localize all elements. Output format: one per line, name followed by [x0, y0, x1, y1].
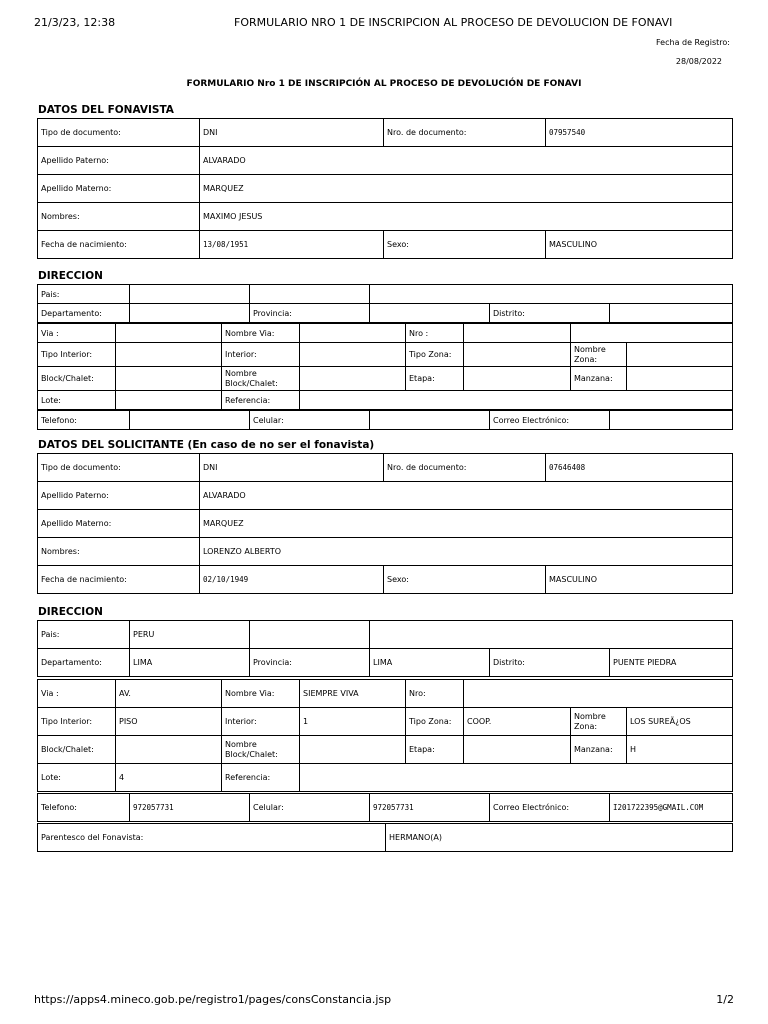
- tipo-zona-label: Tipo Zona:: [406, 343, 464, 367]
- table-row: [38, 510, 733, 538]
- table-row: [38, 538, 733, 566]
- solicitante-table: [37, 453, 733, 594]
- apellido-materno-value: MARQUEZ: [200, 510, 733, 538]
- tipo-interior-value: PISO: [116, 708, 222, 736]
- table-row: [38, 119, 733, 147]
- section-fonavista: DATOS DEL FONAVISTA: [38, 104, 174, 116]
- interior-label: Interior:: [222, 708, 300, 736]
- departamento-label: Departamento:: [38, 304, 130, 323]
- table-row: [38, 764, 733, 792]
- table-row: [38, 649, 733, 677]
- fecha-nac-value: 13/08/1951: [200, 231, 384, 259]
- fecha-nac-label: Fecha de nacimiento:: [38, 231, 200, 259]
- via-label: Via :: [38, 680, 116, 708]
- tipo-doc-label: Tipo de documento:: [38, 454, 200, 482]
- nro-value: [464, 324, 571, 343]
- block-chalet-label: Block/Chalet:: [38, 736, 116, 764]
- lote-label: Lote:: [38, 391, 116, 410]
- apellido-paterno-label: Apellido Paterno:: [38, 482, 200, 510]
- etapa-value: [464, 367, 571, 391]
- table-row: [38, 411, 733, 430]
- nombre-via-value: [300, 324, 406, 343]
- nombres-label: Nombres:: [38, 538, 200, 566]
- interior-value: 1: [300, 708, 406, 736]
- nro-doc-value: 07957540: [546, 119, 733, 147]
- print-url: https://apps4.mineco.gob.pe/registro1/pages/consConstancia.jsp: [34, 993, 392, 1006]
- print-header: [34, 16, 738, 32]
- direccion-solicitante-street-table: [37, 679, 733, 792]
- empty-cell: [571, 324, 733, 343]
- manzana-label: Manzana:: [571, 367, 627, 391]
- registration-date-value: 28/08/2022: [675, 57, 722, 66]
- direccion-fonavista-location-table: [37, 284, 733, 323]
- table-row: [38, 824, 733, 852]
- etapa-value: [464, 736, 571, 764]
- nombre-via-value: SIEMPRE VIVA: [300, 680, 406, 708]
- empty-cell: [370, 285, 733, 304]
- referencia-label: Referencia:: [222, 764, 300, 792]
- section-solicitante: DATOS DEL SOLICITANTE (En caso de no ser el fonavista): [38, 439, 375, 451]
- empty-cell: [370, 621, 733, 649]
- direccion-solicitante-contact-table: [37, 793, 733, 822]
- nombre-zona-label: Nombre Zona:: [571, 708, 627, 736]
- tipo-doc-value: DNI: [200, 454, 384, 482]
- telefono-label: Telefono:: [38, 794, 130, 822]
- nombre-block-value: [300, 367, 406, 391]
- section-direccion-solicitante: DIRECCION: [38, 606, 103, 618]
- nro-label: Nro:: [406, 680, 464, 708]
- tipo-interior-label: Tipo Interior:: [38, 343, 116, 367]
- distrito-label: Distrito:: [490, 649, 610, 677]
- distrito-label: Distrito:: [490, 304, 610, 323]
- apellido-materno-value: MARQUEZ: [200, 175, 733, 203]
- table-row: [38, 175, 733, 203]
- table-row: [38, 680, 733, 708]
- celular-label: Celular:: [250, 411, 370, 430]
- tipo-zona-value: [464, 343, 571, 367]
- celular-label: Celular:: [250, 794, 370, 822]
- referencia-value: [300, 391, 733, 410]
- table-row: [38, 285, 733, 304]
- celular-value: 972057731: [370, 794, 490, 822]
- nombres-label: Nombres:: [38, 203, 200, 231]
- nombre-zona-value: [627, 343, 733, 367]
- pais-value: PERU: [130, 621, 250, 649]
- apellido-materno-label: Apellido Materno:: [38, 510, 200, 538]
- apellido-paterno-value: ALVARADO: [200, 482, 733, 510]
- tipo-zona-label: Tipo Zona:: [406, 708, 464, 736]
- referencia-label: Referencia:: [222, 391, 300, 410]
- tipo-zona-value: COOP.: [464, 708, 571, 736]
- table-row: [38, 708, 733, 736]
- table-row: [38, 343, 733, 367]
- empty-cell: [250, 621, 370, 649]
- table-row: [38, 147, 733, 175]
- table-row: [38, 454, 733, 482]
- interior-label: Interior:: [222, 343, 300, 367]
- provincia-label: Provincia:: [250, 304, 370, 323]
- tipo-doc-value: DNI: [200, 119, 384, 147]
- correo-value: [610, 411, 733, 430]
- table-row: [38, 566, 733, 594]
- table-row: [38, 794, 733, 822]
- block-chalet-value: [116, 367, 222, 391]
- manzana-value: [627, 367, 733, 391]
- parentesco-label: Parentesco del Fonavista:: [38, 824, 386, 852]
- tipo-doc-label: Tipo de documento:: [38, 119, 200, 147]
- correo-value: I201722395@GMAIL.COM: [610, 794, 733, 822]
- telefono-label: Telefono:: [38, 411, 130, 430]
- section-direccion-fonavista: DIRECCION: [38, 270, 103, 282]
- distrito-value: [610, 304, 733, 323]
- manzana-label: Manzana:: [571, 736, 627, 764]
- departamento-value: [130, 304, 250, 323]
- correo-label: Correo Electrónico:: [490, 794, 610, 822]
- nombre-via-label: Nombre Via:: [222, 324, 300, 343]
- apellido-paterno-label: Apellido Paterno:: [38, 147, 200, 175]
- table-row: [38, 367, 733, 391]
- nombre-block-label: Nombre Block/Chalet:: [222, 367, 300, 391]
- nro-label: Nro :: [406, 324, 464, 343]
- lote-value: 4: [116, 764, 222, 792]
- table-row: [38, 203, 733, 231]
- correo-label: Correo Electrónico:: [490, 411, 610, 430]
- provincia-value: [370, 304, 490, 323]
- direccion-fonavista-contact-table: [37, 410, 733, 430]
- form-title: FORMULARIO Nro 1 DE INSCRIPCIÓN AL PROCESO DE DEVOLUCIÓN DE FONAVI: [186, 79, 582, 89]
- tipo-interior-value: [116, 343, 222, 367]
- nro-doc-label: Nro. de documento:: [384, 119, 546, 147]
- page-number: 1/2: [716, 993, 734, 1006]
- provincia-label: Provincia:: [250, 649, 370, 677]
- tipo-interior-label: Tipo Interior:: [38, 708, 116, 736]
- pais-value: [130, 285, 250, 304]
- apellido-paterno-value: ALVARADO: [200, 147, 733, 175]
- table-row: [38, 231, 733, 259]
- via-value: [116, 324, 222, 343]
- parentesco-table: [37, 823, 733, 852]
- via-label: Via :: [38, 324, 116, 343]
- empty-cell: [250, 285, 370, 304]
- pais-label: Pais:: [38, 285, 130, 304]
- nro-doc-value: 07646408: [546, 454, 733, 482]
- block-chalet-label: Block/Chalet:: [38, 367, 116, 391]
- etapa-label: Etapa:: [406, 736, 464, 764]
- celular-value: [370, 411, 490, 430]
- table-row: [38, 324, 733, 343]
- nombres-value: LORENZO ALBERTO: [200, 538, 733, 566]
- departamento-value: LIMA: [130, 649, 250, 677]
- sexo-label: Sexo:: [384, 566, 546, 594]
- nombre-via-label: Nombre Via:: [222, 680, 300, 708]
- lote-value: [116, 391, 222, 410]
- nro-value: [464, 680, 733, 708]
- registration-date-label: Fecha de Registro:: [656, 38, 730, 47]
- sexo-label: Sexo:: [384, 231, 546, 259]
- telefono-value: 972057731: [130, 794, 250, 822]
- sexo-value: MASCULINO: [546, 566, 733, 594]
- etapa-label: Etapa:: [406, 367, 464, 391]
- fecha-nac-value: 02/10/1949: [200, 566, 384, 594]
- fecha-nac-label: Fecha de nacimiento:: [38, 566, 200, 594]
- nombre-zona-value: LOS SUREÃ¿OS: [627, 708, 733, 736]
- print-title: FORMULARIO NRO 1 DE INSCRIPCION AL PROCESO DE DEVOLUCION DE FONAVI: [234, 16, 673, 29]
- lote-label: Lote:: [38, 764, 116, 792]
- nro-doc-label: Nro. de documento:: [384, 454, 546, 482]
- direccion-solicitante-location-table: [37, 620, 733, 677]
- apellido-materno-label: Apellido Materno:: [38, 175, 200, 203]
- table-row: [38, 482, 733, 510]
- fonavista-table: [37, 118, 733, 259]
- provincia-value: LIMA: [370, 649, 490, 677]
- parentesco-value: HERMANO(A): [386, 824, 733, 852]
- referencia-value: [300, 764, 733, 792]
- via-value: AV.: [116, 680, 222, 708]
- sexo-value: MASCULINO: [546, 231, 733, 259]
- nombres-value: MAXIMO JESUS: [200, 203, 733, 231]
- table-row: [38, 304, 733, 323]
- nombre-zona-label: Nombre Zona:: [571, 343, 627, 367]
- manzana-value: H: [627, 736, 733, 764]
- table-row: [38, 736, 733, 764]
- nombre-block-value: [300, 736, 406, 764]
- pais-label: Pais:: [38, 621, 130, 649]
- direccion-fonavista-street-table: [37, 323, 733, 410]
- table-row: [38, 621, 733, 649]
- departamento-label: Departamento:: [38, 649, 130, 677]
- telefono-value: [130, 411, 250, 430]
- interior-value: [300, 343, 406, 367]
- table-row: [38, 391, 733, 410]
- nombre-block-label: Nombre Block/Chalet:: [222, 736, 300, 764]
- block-chalet-value: [116, 736, 222, 764]
- print-datetime: 21/3/23, 12:38: [34, 16, 116, 29]
- distrito-value: PUENTE PIEDRA: [610, 649, 733, 677]
